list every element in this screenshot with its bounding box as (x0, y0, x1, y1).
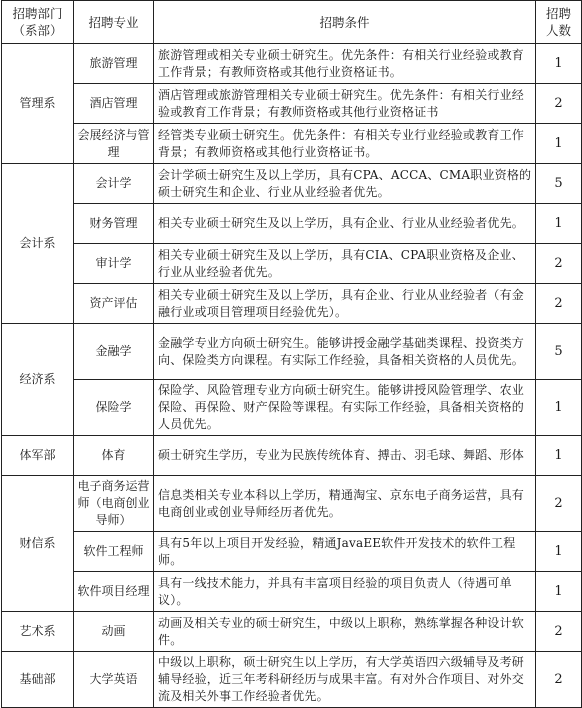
department-cell: 会计系 (2, 164, 74, 324)
count-cell: 2 (536, 476, 582, 532)
conditions-cell: 动画及相关专业的硕士研究生，中级以上职称，熟练掌握各种设计软件。 (154, 612, 536, 652)
major-cell: 软件工程师 (74, 532, 154, 572)
conditions-cell: 会计学硕士研究生及以上学历，具有CPA、ACCA、CMA职业资格的硕士研究生和企业、行业从业经验者优先。 (154, 164, 536, 204)
conditions-cell: 硕士研究生学历，专业为民族传统体育、搏击、羽毛球、舞蹈、形体 (154, 436, 536, 476)
count-cell: 1 (536, 532, 582, 572)
header-count-line2: 人数 (545, 23, 571, 38)
header-department-line2: （系部） (12, 23, 63, 38)
conditions-cell: 酒店管理或旅游管理相关专业硕士研究生。优先条件：有相关行业经验或教育工作背景；有教师资格或其他行业资格证书 (154, 84, 536, 124)
major-cell: 软件项目经理 (74, 572, 154, 612)
table-row (2, 204, 582, 244)
count-cell: 1 (536, 204, 582, 244)
major-cell: 电子商务运营师（电商创业导师） (74, 476, 154, 532)
table-row (2, 572, 582, 612)
table-header-row (2, 1, 582, 44)
conditions-cell: 保险学、风险管理专业方向硕士研究生。能够讲授风险管理学、农业保险、再保险、财产保险等课程。有实际工作经验，具备相关资格的人员优先。 (154, 380, 536, 436)
count-cell: 1 (536, 572, 582, 612)
conditions-cell: 经管类专业硕士研究生。优先条件：有相关专业行业经验或教育工作背景；有教师资格或其他行业资格证书。 (154, 124, 536, 164)
count-cell: 1 (536, 436, 582, 476)
major-cell: 动画 (74, 612, 154, 652)
major-cell: 会计学 (74, 164, 154, 204)
table-row (2, 532, 582, 572)
table-row (2, 284, 582, 324)
table-row (2, 124, 582, 164)
major-cell: 旅游管理 (74, 44, 154, 84)
header-major: 招聘专业 (74, 1, 154, 44)
count-cell: 1 (536, 380, 582, 436)
conditions-cell: 相关专业硕士研究生及以上学历，具有企业、行业从业经验者优先。 (154, 204, 536, 244)
department-cell: 财信系 (2, 476, 74, 612)
department-cell: 艺术系 (2, 612, 74, 652)
count-cell: 2 (536, 284, 582, 324)
conditions-cell: 金融学专业方向硕士研究生。能够讲授金融学基础类课程、投资类方向、保险类方向课程。有实际工作经验，具备相关资格的人员优先。 (154, 324, 536, 380)
table-row (2, 44, 582, 84)
table-row (2, 476, 582, 532)
major-cell: 酒店管理 (74, 84, 154, 124)
department-cell: 体军部 (2, 436, 74, 476)
conditions-cell: 中级以上职称，硕士研究生以上学历，有大学英语四六级辅导及考研辅导经验，近三年考科研经历与成果丰富。有对外合作项目、对外交流及相关外事工作经验者优先。 (154, 652, 536, 708)
table-row (2, 436, 582, 476)
conditions-cell: 具有5年以上项目开发经验，精通JavaEE软件开发技术的软件工程师。 (154, 532, 536, 572)
count-cell: 5 (536, 324, 582, 380)
major-cell: 财务管理 (74, 204, 154, 244)
table-row (2, 244, 582, 284)
header-count (536, 1, 582, 44)
count-cell: 2 (536, 84, 582, 124)
major-cell: 金融学 (74, 324, 154, 380)
recruitment-table (1, 0, 582, 708)
major-cell: 会展经济与管理 (74, 124, 154, 164)
table-row (2, 612, 582, 652)
header-count-line1: 招聘 (545, 6, 571, 21)
conditions-cell: 具有一线技术能力，并具有丰富项目经验的项目负责人（待遇可单议）。 (154, 572, 536, 612)
department-cell: 管理系 (2, 44, 74, 164)
department-cell: 基础部 (2, 652, 74, 708)
count-cell: 5 (536, 164, 582, 204)
table-row (2, 324, 582, 380)
major-cell: 资产评估 (74, 284, 154, 324)
conditions-cell: 信息类相关专业本科以上学历，精通淘宝、京东电子商务运营，具有电商创业或创业导师经历者优先。 (154, 476, 536, 532)
conditions-cell: 相关专业硕士研究生及以上学历，具有企业、行业从业经验者（有金融行业或项目管理项目经验优先）。 (154, 284, 536, 324)
conditions-cell: 相关专业硕士研究生及以上学历，具有CIA、CPA职业资格及企业、行业从业经验者优先。 (154, 244, 536, 284)
major-cell: 审计学 (74, 244, 154, 284)
count-cell: 1 (536, 44, 582, 84)
count-cell: 1 (536, 124, 582, 164)
conditions-cell: 旅游管理或相关专业硕士研究生。优先条件：有相关行业经验或教育工作背景；有教师资格或其他行业资格证书。 (154, 44, 536, 84)
department-cell: 经济系 (2, 324, 74, 436)
major-cell: 保险学 (74, 380, 154, 436)
table-row (2, 380, 582, 436)
table-row (2, 164, 582, 204)
count-cell: 2 (536, 612, 582, 652)
header-department-line1: 招聘部门 (12, 6, 63, 21)
table-row (2, 84, 582, 124)
major-cell: 大学英语 (74, 652, 154, 708)
major-cell: 体育 (74, 436, 154, 476)
table-row (2, 652, 582, 708)
count-cell: 2 (536, 244, 582, 284)
header-department (2, 1, 74, 44)
header-conditions: 招聘条件 (154, 1, 536, 44)
count-cell: 2 (536, 652, 582, 708)
